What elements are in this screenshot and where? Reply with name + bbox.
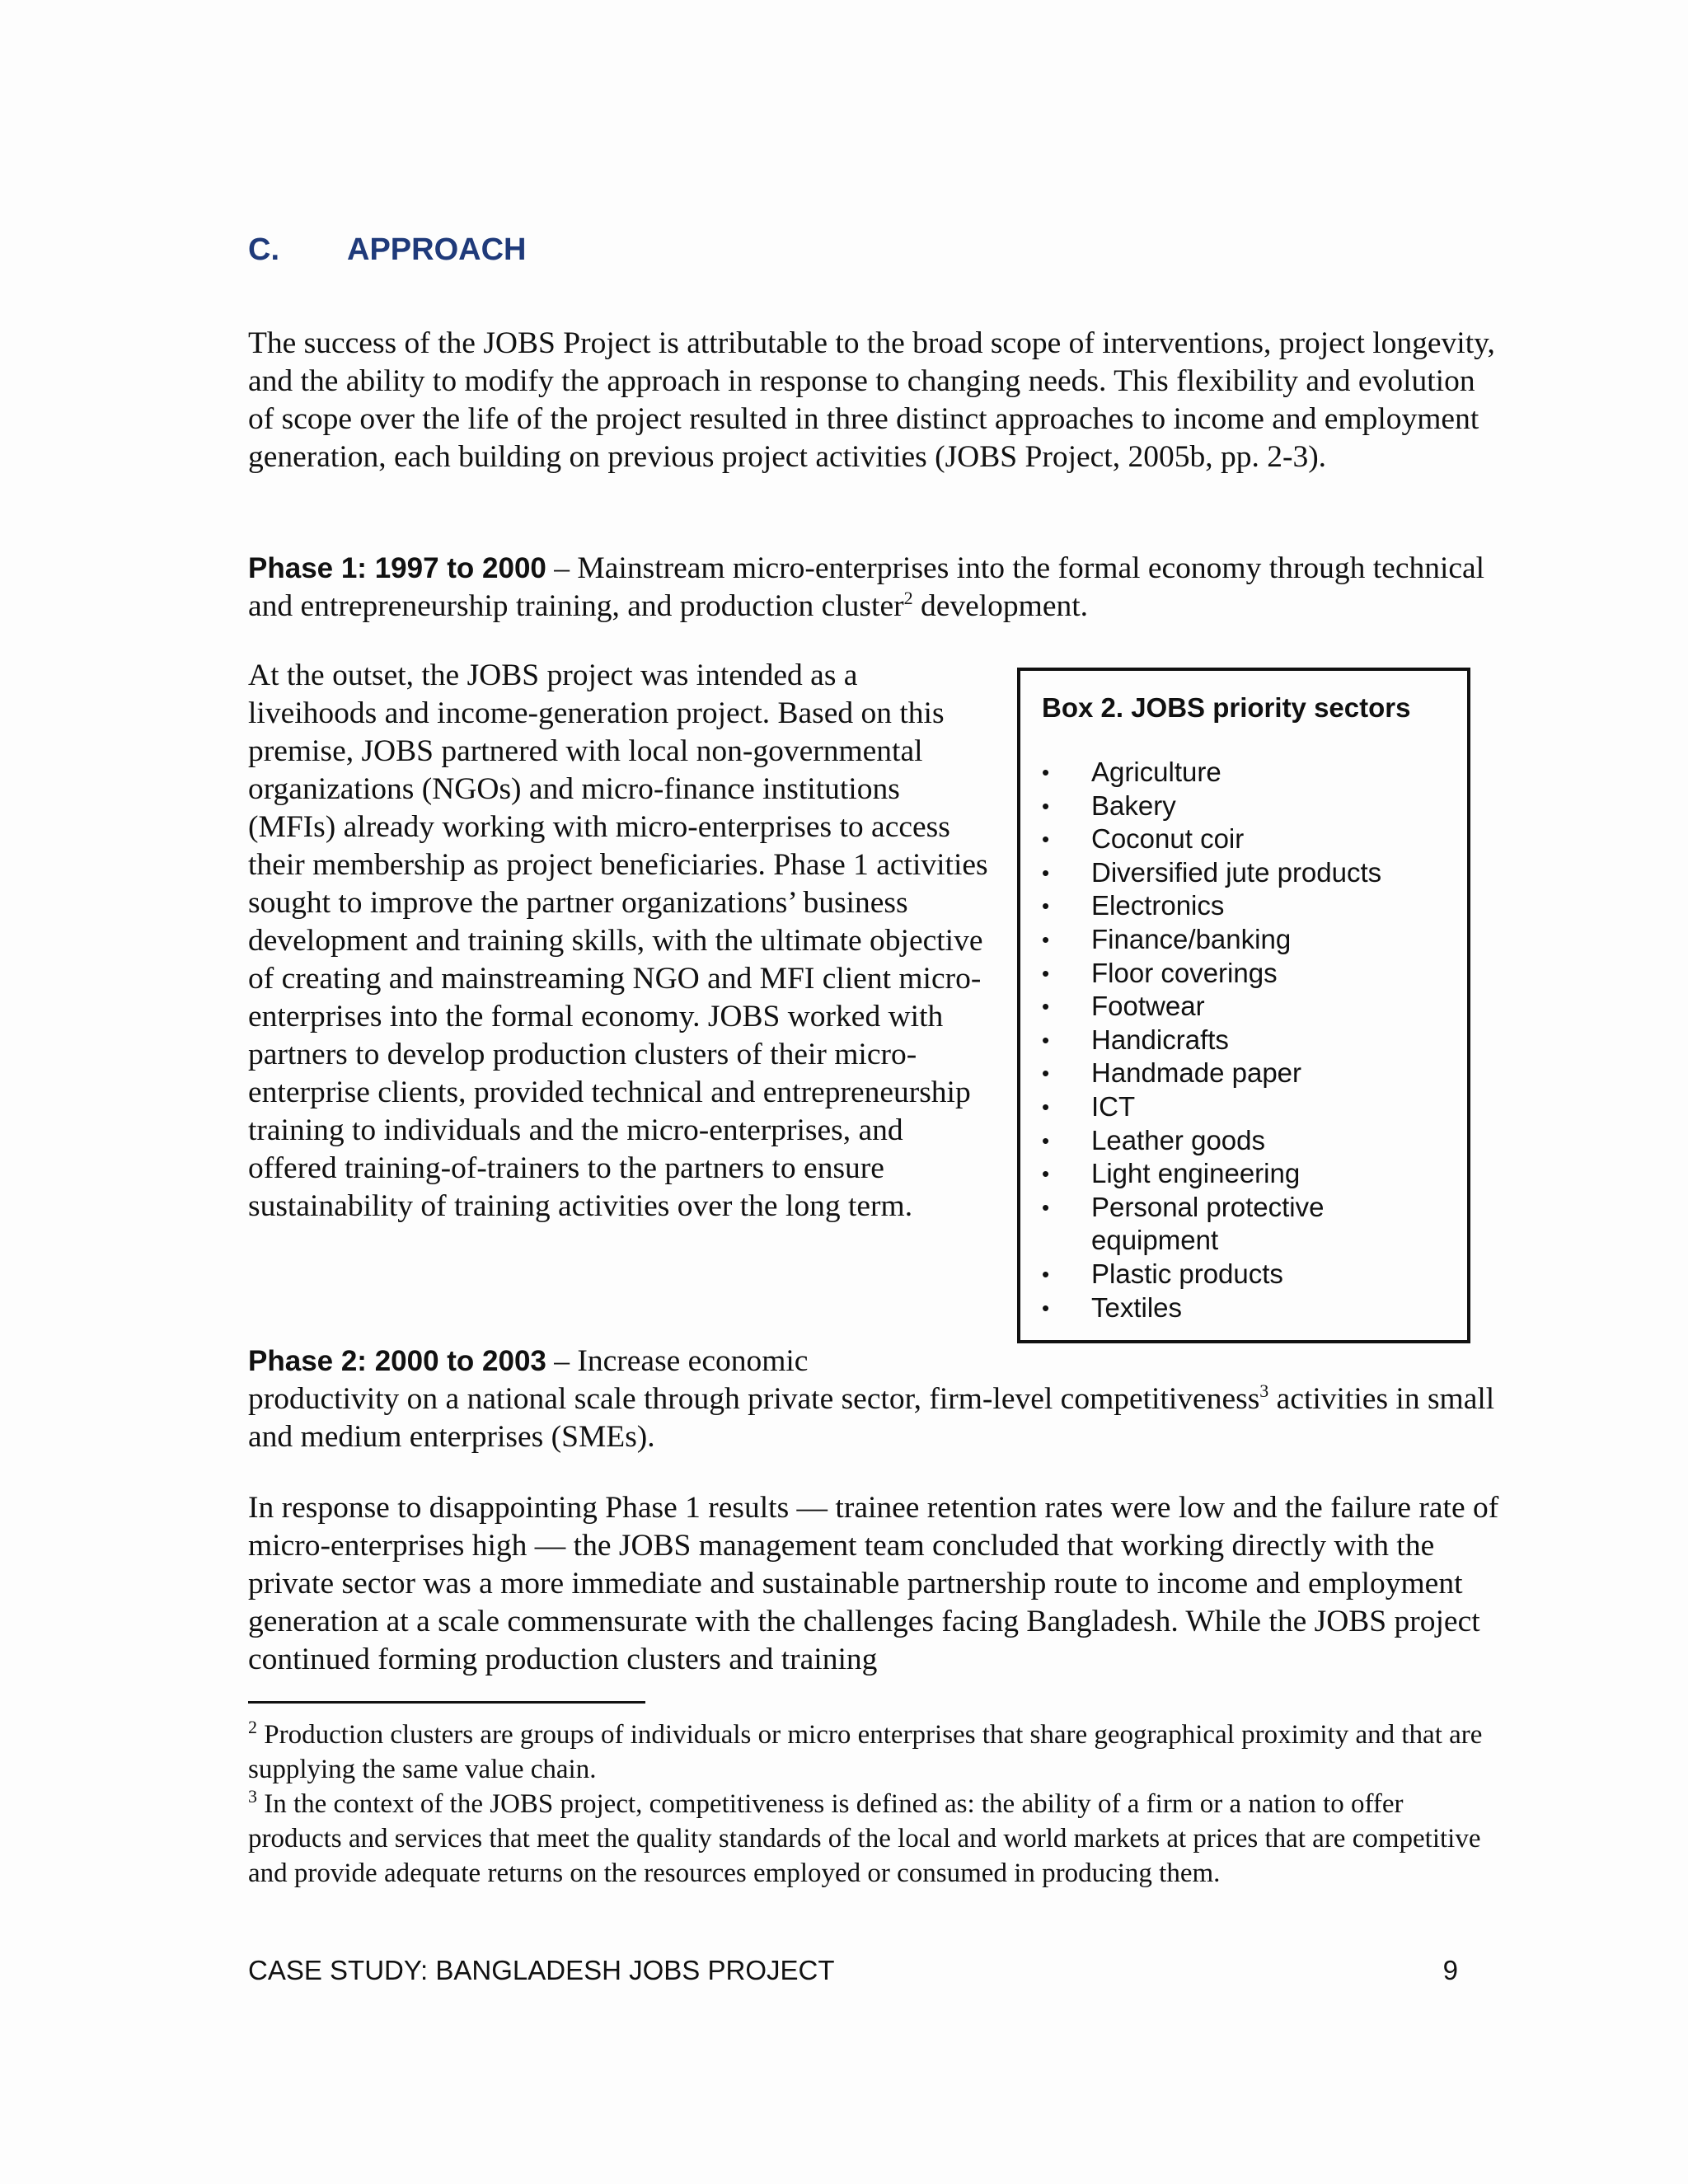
footnote-3 xyxy=(248,1787,1501,1891)
list-item: • Bakery xyxy=(1042,790,1457,823)
footnote-number: 2 xyxy=(248,1717,257,1737)
sector-list xyxy=(1042,756,1457,1324)
list-item: • Plastic products xyxy=(1042,1258,1457,1291)
page-number: 9 xyxy=(1442,1955,1458,1985)
bullet-icon: • xyxy=(1042,1061,1050,1086)
bullet-icon: • xyxy=(1042,926,1050,952)
phase1-paragraph xyxy=(248,550,1501,626)
section-heading xyxy=(248,232,526,268)
page-footer xyxy=(248,1955,1458,1986)
list-item: • Textiles xyxy=(1042,1291,1457,1325)
bullet-icon: • xyxy=(1042,1295,1050,1320)
phase2-body: In response to disappointing Phase 1 results — trainee retention rates were low and the failure rate of micro-enterprises high — the JOBS management team concluded that working directly with the private sector was a more immediate and sustainable partnership route to income and employment generation at a scale commensurate with the challenges facing Bangladesh. While the JOBS project continued forming production clusters and training xyxy=(248,1491,1499,1676)
bullet-icon: • xyxy=(1042,1094,1050,1119)
bullet-icon: • xyxy=(1042,1194,1050,1220)
section-title: APPROACH xyxy=(347,232,527,267)
box-title: Box 2. JOBS priority sectors xyxy=(1042,692,1411,723)
phase2-dash: – xyxy=(546,1344,578,1378)
list-item: • Footwear xyxy=(1042,990,1457,1024)
footnote-text: Production clusters are groups of individuals or micro enterprises that share geographical proximity and that are supplying the same value chain. xyxy=(248,1720,1483,1784)
phase1-dash: – xyxy=(546,551,578,585)
bullet-icon: • xyxy=(1042,827,1050,852)
footnote-text: In the context of the JOBS project, competitiveness is defined as: the ability of a firm or a nation to offer products and services that meet the quality standards of the local and world markets at prices that are competitive and provide adequate returns on the resources employed or consumed in producing them. xyxy=(248,1789,1481,1888)
bullet-icon: • xyxy=(1042,1261,1050,1286)
footnote-2 xyxy=(248,1718,1501,1787)
phase2-text-line1: Increase economic xyxy=(577,1344,809,1378)
list-item: • Coconut coir xyxy=(1042,823,1457,856)
list-item: • ICT xyxy=(1042,1090,1457,1124)
bullet-icon: • xyxy=(1042,860,1050,885)
bullet-icon: • xyxy=(1042,1161,1050,1187)
bullet-icon: • xyxy=(1042,1027,1050,1052)
list-item: • Electronics xyxy=(1042,889,1457,923)
list-item: • Diversified jute products xyxy=(1042,856,1457,890)
footnote-ref-2: 2 xyxy=(903,588,913,608)
bullet-icon: • xyxy=(1042,893,1050,919)
list-item: • Handmade paper xyxy=(1042,1057,1457,1090)
priority-sectors-box xyxy=(1017,668,1470,1343)
bullet-icon: • xyxy=(1042,994,1050,1019)
bullet-icon: • xyxy=(1042,793,1050,818)
phase2-text: productivity on a national scale through private sector, firm-level competitiveness xyxy=(248,1382,1260,1416)
list-item: • Leather goods xyxy=(1042,1124,1457,1158)
list-item: • Handicrafts xyxy=(1042,1024,1457,1057)
intro-paragraph: The success of the JOBS Project is attributable to the broad scope of interventions, project longevity, and the ability to modify the approach in response to changing needs. This flexibility and evolution of scope over the life of the project resulted in three distinct approaches to income and employment generation, each building on previous project activities (JOBS Project, 2005b, pp. 2-3). xyxy=(248,326,1495,474)
bullet-icon: • xyxy=(1042,960,1050,986)
bullet-icon: • xyxy=(1042,1127,1050,1153)
phase1-body: At the outset, the JOBS project was intended as a liveihoods and income-generation project. Based on this premise, JOBS partnered with local non-governmental organizations (NGOs) and micro-finance institutions (MFIs) already working with micro-enterprises to access their membership as project beneficiaries. Phase 1 activities sought to improve the partner organizations’ business development and training skills, with the ultimate objective of creating and mainstreaming NGO and MFI client micro-enterprises into the formal economy. JOBS worked with partners to develop production clusters of their micro-enterprise clients, provided technical and entrepreneurship training to individuals and the micro-enterprises, and offered training-of-trainers to the partners to ensure sustainability of training activities over the long term. xyxy=(248,658,988,1223)
phase1-text-end: development. xyxy=(912,589,1089,623)
phase2-text-end: activities in small and medium enterprises (SMEs). xyxy=(248,1382,1495,1454)
list-item: • Personal protective equipment xyxy=(1042,1191,1457,1258)
section-number: C. xyxy=(248,232,279,267)
list-item: • Light engineering xyxy=(1042,1157,1457,1191)
list-item: • Finance/banking xyxy=(1042,923,1457,957)
phase2-paragraph xyxy=(248,1343,1501,1456)
footer-title: CASE STUDY: BANGLADESH JOBS PROJECT xyxy=(248,1955,835,1985)
footnote-divider xyxy=(248,1701,645,1704)
list-item: • Agriculture xyxy=(1042,756,1457,790)
footnote-number: 3 xyxy=(248,1786,257,1807)
phase2-label: Phase 2: 2000 to 2003 xyxy=(248,1345,546,1377)
phase1-text: Mainstream micro-enterprises into the formal economy through technical and entrepreneurship training, and production cluster xyxy=(248,551,1485,623)
footnote-ref-3: 3 xyxy=(1259,1380,1269,1401)
phase1-label: Phase 1: 1997 to 2000 xyxy=(248,552,546,584)
bullet-icon: • xyxy=(1042,760,1050,785)
list-item: • Floor coverings xyxy=(1042,957,1457,991)
